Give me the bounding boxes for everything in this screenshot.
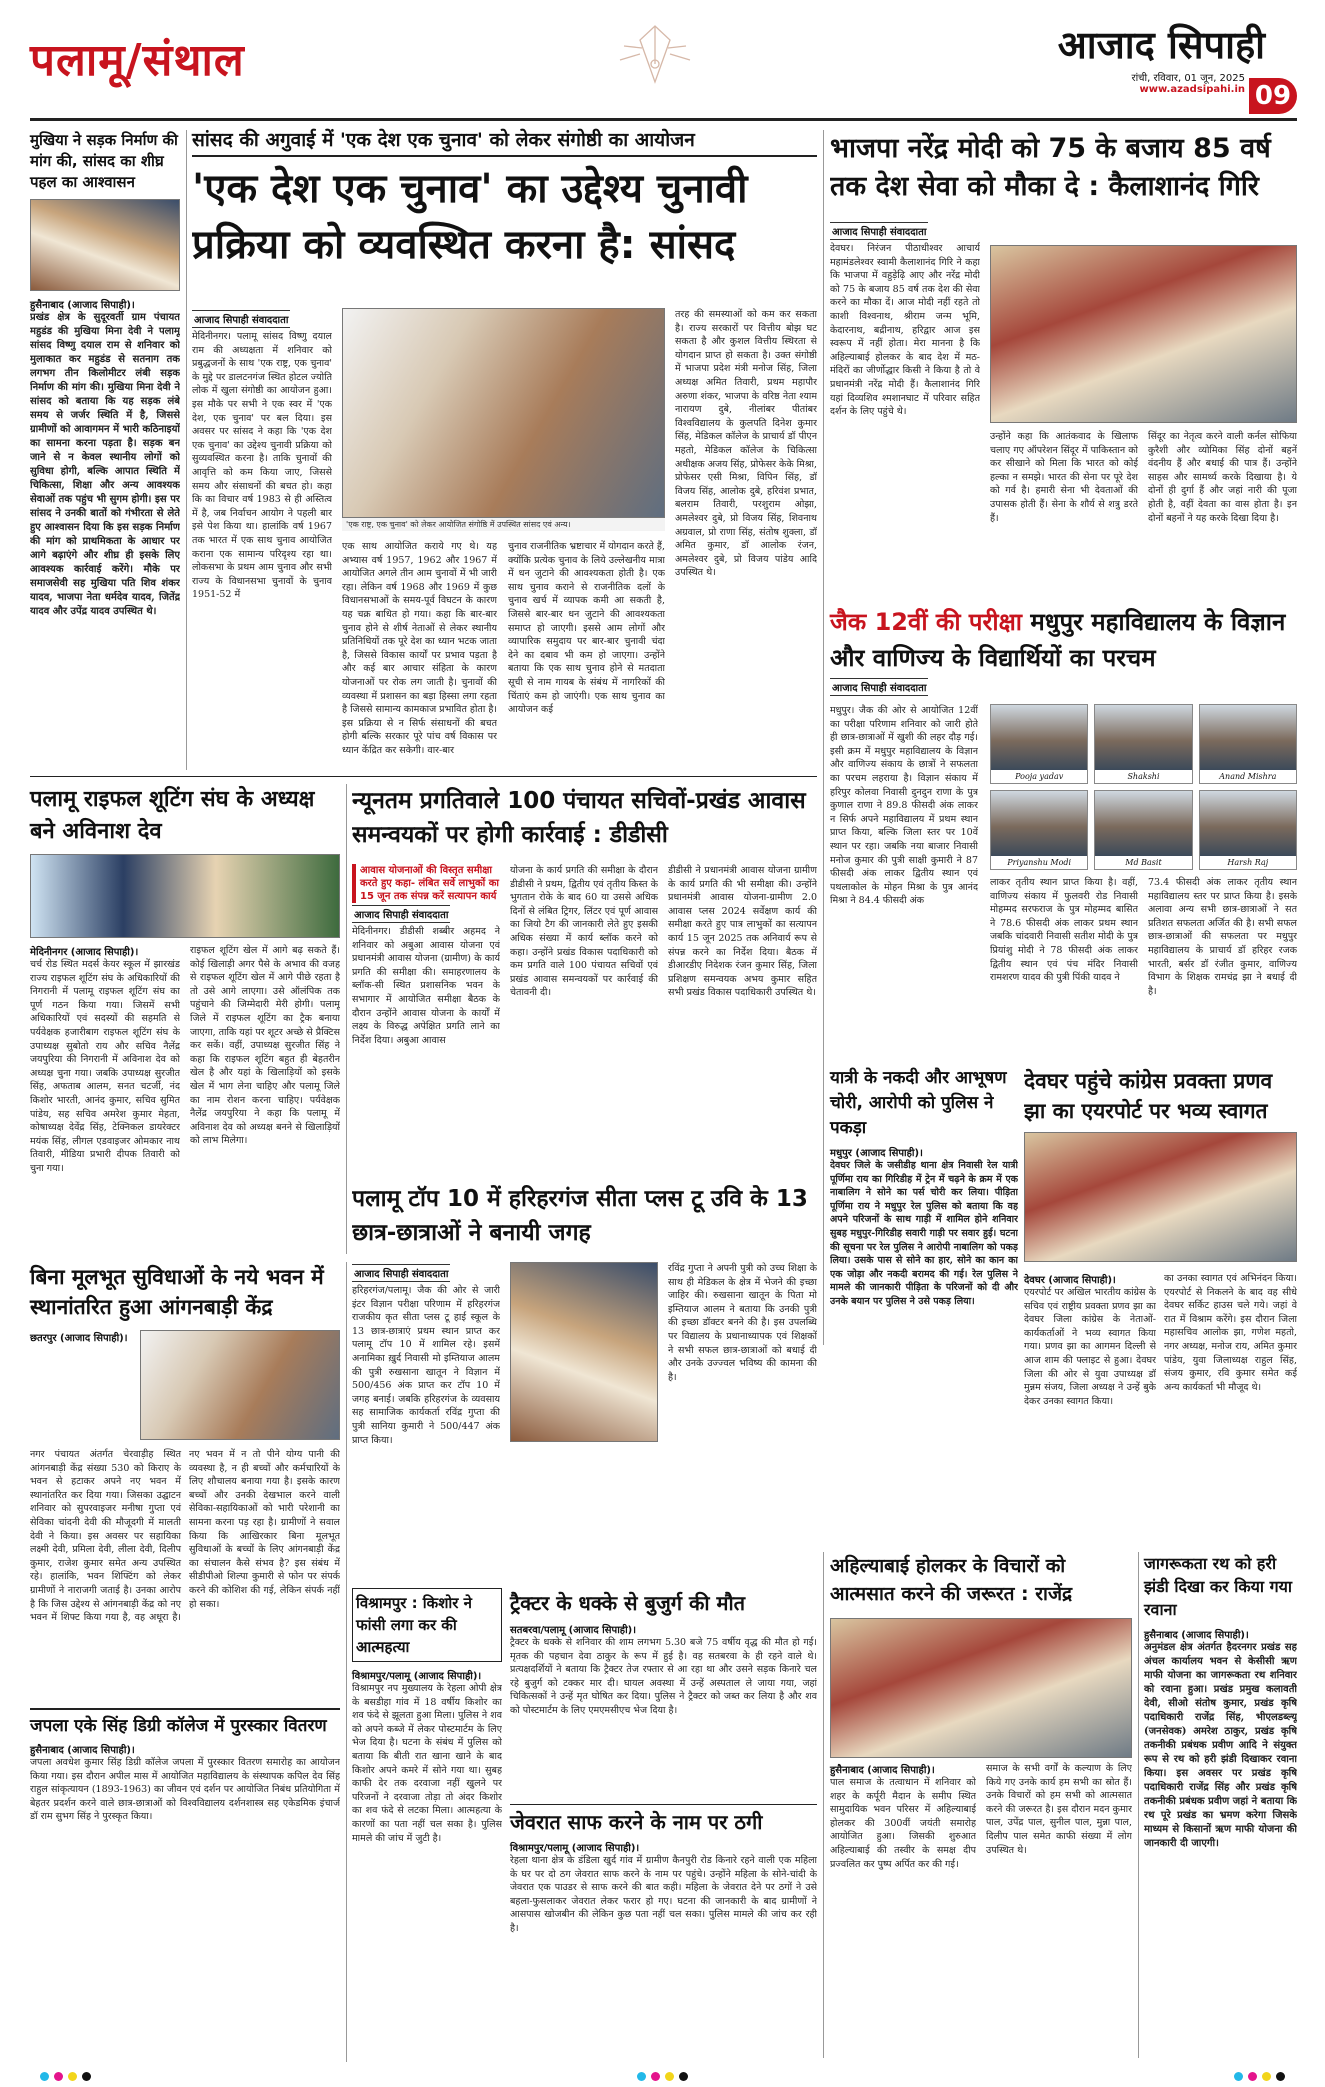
headline: मधुपुर महाविद्यालय के विज्ञान और वाणिज्य के विद्यार्थियों का परचम <box>830 608 1286 672</box>
section-rule <box>30 776 817 777</box>
kicker: जैक 12वीं की परीक्षा <box>830 608 1023 636</box>
page-number: 09 <box>1249 78 1297 114</box>
article-deoghar <box>1024 1066 1297 1546</box>
magenta-dot <box>54 2072 63 2081</box>
footer-registration-marks <box>40 2066 1290 2080</box>
col-2: एक साथ आयोजित कराये गए थे। यह अभ्यास वर्ष 1957, 1962 और 1967 में आयोजित अगले तीन आम चुनावों में भी जारी रहा। लेकिन वर्ष 1968 और 1969 में कुछ विधानसभाओं के समय-पूर्व विघटन के कारण यह चक्र बाधित हो गया। कहा कि बार-बार चुनाव होने से शीर्ष नेताओं से लेकर स्थानीय प्रतिनिधियों तक पूरे देश का ध्यान भटक जाता है, जिससे विकास कार्यों पर प्रभाव पड़ता है और कई बार आचार संहिता के कारण योजनाओं पर रोक लग जाती है। चुनावों की व्यवस्था में प्रशासन का बड़ा हिस्सा लगा रहता है जिससे सामान्य कामकाज प्रभावित होता है। इस प्रक्रिया से न सिर्फ संसाधनों की बचत होगी बल्कि सरकार पूरे पांच वर्ष विकास पर ध्यान केंद्रित कर सकेगी। वार-बार <box>342 541 497 756</box>
col-1 <box>1024 1272 1156 1536</box>
body-text: देवघर। निरंजन पीठाधीश्वर आचार्य महामंडलेश्वर स्वामी कैलाशानंद गिरि ने कहा कि भाजपा में वहुड़ेढ़ि आए और नरेंद्र मोदी को 75 के बजाय 85 वर्ष तक देश की सेवा करने का मौका दें। आज मोदी नहीं रहते तो काशी विश्वनाथ, श्रीराम जन्म भूमि, केदारनाथ, बद्रीनाथ, हरिद्वार आज इस स्वरूप में नहीं होता। मेरा मानना है कि अहिल्याबाई होलकर के बाद देश में मठ-मंदिरों का जीर्णोद्धार किसी ने किया है तो वे प्रधानमंत्री नरेंद्र मोदी हैं। कैलाशानंद गिरि यहां दिव्यशिव श्मशानघाट में परिवार सहित दर्शन के लिए पहुंचे थे। <box>830 243 980 418</box>
body-text: चर्च रोड स्थित मदर्स केयर स्कूल में झारखंड राज्य राइफल शूटिंग संघ के अधिकारियों की निगरानी में पलामू राइफल शूटिंग संघ का पूर्ण गठन किया गया। जिसमें सभी अधिकारियों एवं सदस्यों की सहमति से पर्यवेक्षक हजारीबाग राइफल शूटिंग संघ के उपाध्यक्ष सुबोतो राय और सचिव नैलेंद्र जयपुरिया की निगरानी में अविनाश देव को अध्यक्ष चुना गया। जबकि उपाध्यक्ष सुरजीत सिंह, अफताब आलम, सनत चटर्जी, नंद किशोर भारती, आनंद कुमार, सचिव सुमित पांडेय, सह सचिव अमरेश कुमार मेहता, कोषाध्यक्ष देवेंद्र सिंह, टेक्निकल डायरेक्टर मयंक सिंह, लीगल एडवाइजर ओमकार नाथ तिवारी, मीडिया प्रभारी दीपक तिवारी को चुना गया। <box>30 959 180 1174</box>
magenta-dot <box>1248 2072 1257 2081</box>
student-photo-grid <box>990 704 1297 870</box>
byline: मेदिनीनगर (आजाद सिपाही)। <box>30 947 139 958</box>
col-2: लाकर तृतीय स्थान प्राप्त किया है। वहीं, वाणिज्य संकाय में फुलवरी रोड निवासी मोहम्मद सरफराज के पुत्र मोहम्मद बासित ने 78.6 फीसदी अंक लाकर प्रथम स्थान जबकि चांदवारी निवासी सतीश मोदी के पुत्र प्रियांशु मोदी ने 78 फीसदी अंक लाकर द्वितीय स्थान एवं पंच मंदिर निवासी रामशरण यादव की पुत्री पिंकी यादव ने <box>990 877 1138 984</box>
color-dots-center <box>637 2066 693 2080</box>
column-divider <box>186 130 187 770</box>
col-1 <box>830 220 980 592</box>
headline: भाजपा नरेंद्र मोदी को 75 के बजाय 85 वर्ष तक देश सेवा को मौका दे : कैलाशानंद गिरि <box>830 133 1271 202</box>
article-photo <box>30 199 180 291</box>
article-mukhiya <box>30 130 180 770</box>
headline: देवघर पहुंचे कांग्रेस प्रवक्ता प्रणव झा का एयरपोर्ट पर भव्य स्वागत <box>1024 1069 1273 1123</box>
col-1 <box>830 1762 976 2046</box>
headline: जपला एके सिंह डिग्री कॉलेज में पुरस्कार वितरण <box>30 1708 340 1738</box>
headline-block <box>830 604 1297 676</box>
student-photo: Harsh Raj <box>1199 790 1297 870</box>
headline: जागरूकता रथ को हरी झंडी दिखा कर किया गया रवाना <box>1144 1554 1293 1619</box>
headline: बिना मूलभूत सुविधाओं के नये भवन में स्थानांतरित हुआ आंगनबाड़ी केंद्र <box>30 1265 324 1319</box>
article-jac <box>830 604 1297 1060</box>
col-1 <box>192 308 332 768</box>
byline: आजाद सिपाही संवाददाता <box>352 1264 450 1282</box>
magenta-dot <box>651 2072 660 2081</box>
col-2: समाज के सभी वर्गों के कल्याण के लिए किये गए उनके कार्य हम सभी का स्रोत हैं। उनके विचारों को हम सभी को आत्मसात करने की जरूरत है। इस दौरान मदन कुमार पाल, उपेंद्र पाल, सुनील पाल, मुन्ना पाल, दिलीप पाल समेत काफी संख्या में लोग उपस्थित थे। <box>986 1763 1132 1856</box>
byline: आजाद सिपाही संवाददाता <box>192 310 290 328</box>
color-dots-left <box>40 2066 96 2080</box>
yellow-dot <box>68 2072 77 2081</box>
byline: मधुपुर (आजाद सिपाही)। <box>830 1148 923 1159</box>
col-3: चुनाव राजनीतिक भ्रष्टाचार में योगदान करते हैं, क्योंकि प्रत्येक चुनाव के लिये उल्लेखनीय मात्रा में धन जुटाने की आवश्यकता होती है। एक साथ चुनाव कराने से राजनीतिक दलों के चुनाव खर्च में व्यापक कमी आ सकती है, जिससे बार-बार धन जुटाने की आवश्यकता समाप्त हो जाएगी। इससे आम लोगों और व्यापारिक समुदाय पर बार-बार चुनावी चंदा देने का दबाव भी कम हो जाएगा। उन्होंने बताया कि एक साथ चुनाव होने से मतदाता सूची से नाम गायब के संबंध में नागरिकों की चिंताएं कम हो जाएंगी। एक साथ चुनाव का आयोजन कई <box>508 541 665 716</box>
article-japla <box>30 1708 340 2058</box>
body-text: प्रखंड क्षेत्र के सुदूरवर्ती ग्राम पंचायत महुडंड की मुखिया मिना देवी ने पलामू सांसद विष्णु दयाल राम से शनिवार को मुलाकात कर महुडंड से सतनाग तक लगभग तीन किलोमीटर लंबी सड़क निर्माण की मांग की। मुखिया मिना देवी ने सांसद को बताया कि यह सड़क लंबे समय से जर्जर स्थिति में है, जिससे ग्रामीणों को आवागमन में भारी कठिनाइयों का सामना करना पड़ता है। सड़क बन जाने से न केवल स्थानीय लोगों को सुविधा होगी, बल्कि आपात स्थिति में चिकित्सा, शिक्षा और अन्य आवश्यक सेवाओं तक पहुंच भी सुगम होगी। इस पर सांसद ने उनकी बातों को गंभीरता से लेते हुए आश्वासन दिया कि इस सड़क निर्माण की मांग को प्राथमिकता के आधार पर आगे बढ़ाएंगे और शीघ्र ही इसके लिए आवश्यक कार्रवाई करेंगे। मौके पर समाजसेवी सह मुखिया पति शिव शंकर यादव, भाजपा नेता धर्मदेव यादव, जितेंद्र यादव और उपेंद्र यादव उपस्थित थे। <box>30 312 180 617</box>
article-tractor <box>510 1588 817 1798</box>
body-text: एयरपोर्ट पर अखिल भारतीय कांग्रेस के सचिव एवं राष्ट्रीय प्रवक्ता प्रणव झा का देवघर जिला कांग्रेस के नेताओं-कार्यकर्ताओं ने भव्य स्वागत किया गया। प्रणव झा का आगमन दिल्ली से आज शाम की फ्लाइट से हुआ। देवघर जिला की ओर से युवा उपाध्यक्ष डॉ मुन्नम संजय, जिला अध्यक्ष ने उन्हें बुके देकर उनका स्वागत किया। <box>1024 1287 1156 1407</box>
byline: आजाद सिपाही संवाददाता <box>352 905 450 923</box>
col-1 <box>352 864 500 1130</box>
col-1: मधुपुर। जैक की ओर से आयोजित 12वीं का परीक्षा परिणाम शनिवार को जारी होते ही छात्र-छात्राओं में खुशी की लहर दौड़ गई। इसी क्रम में मधुपुर महाविद्यालय के विज्ञान और वाणिज्य संकाय के छात्रों ने सफलता का परचम लहराया है। विज्ञान संकाय में हरिपुर कोलवा निवासी दुनदुन राणा के पुत्र कुणाल राणा ने 89.8 फीसदी अंक लाकर न सिर्फ अपने महाविद्यालय में प्रथम स्थान प्राप्त किया, बल्कि जिला स्तर पर 10वें स्थान पर रहा। जबकि नया बाजार निवासी मनोज कुमार की पुत्री साक्षी कुमारी ने 87 फीसदी अंक लाकर द्वितीय स्थान एवं पथलाकोल के मोहन मिश्रा के पुत्र आनंद मिश्रा ने 84.4 फीसदी अंक <box>830 705 978 907</box>
col-3: 73.4 फीसदी अंक लाकर तृतीय स्थान महाविद्यालय स्तर पर प्राप्त किया है। इसके अलावा अन्य सभी छात्र-छात्राओं ने सत प्रतिशत सफलता अर्जित की है। सभी सफल छात्र-छात्राओं की सफलता पर मधुपुर महाविद्यालय के प्राचार्य डॉ हरिहर रजक भारती, बर्सर डॉ रंजीत कुमार, वाणिज्य विभाग के शिक्षक रामचंद्र झा ने बधाई दी है। <box>1148 877 1297 997</box>
article-panchayat <box>352 784 817 1174</box>
yellow-dot <box>1262 2072 1271 2081</box>
masthead <box>0 0 1325 124</box>
col-2: का उनका स्वागत एवं अभिनंदन किया। एयरपोर्ट से निकलने के बाद वह सीधे देवघर सर्किट हाउस चले गये। जहां वे रात में विश्राम करेंगे। इस दौरान जिला महासचिव आलोक झा, गणेश महतो, नगर अध्यक्ष, मनोज राय, अमित कुमार पांडेय, युवा जिलाध्यक्ष राहुल सिंह, संजय कुमार, रवि कुमार समेत कई अन्य कार्यकर्ता भी मौजूद थे। <box>1164 1273 1297 1393</box>
website: www.azadsipahi.in <box>1139 84 1245 95</box>
col-2: राइफल शूटिंग खेल में आगे बढ़ सकते हैं। कोई खिलाड़ी अगर पैसे के अभाव की वजह से राइफल शूटिंग खेल में आगे पीछे रहता है तो उसे आगे लाएगा। उसे ऑलंपिक तक पहुंचाने की जिम्मेदारी मेरी होगी। पलामू जिले में राइफल शूटिंग का ट्रैक बनाया जाएगा, ताकि यहां पर शूटर अच्छे से प्रैक्टिस कर सकें। वहीं, उपाध्यक्ष सुरजीत सिंह ने कहा कि राइफल शूटिंग बहुत ही बेहतरीन खेल है और यहां के खिलाड़ियों को इसके खेल में भाग लेना चाहिए और पलामू जिले का नाम रोशन करना चाहिए। पर्यवेक्षक नैलेंद्र जयपुरिया ने कहा कि पलामू में अविनाश देव को अध्यक्ष बनने से खिलाड़ियों को लाभ मिलेगा। <box>190 945 340 1147</box>
article-vishrampur <box>352 1588 502 2058</box>
body-text: देवघर जिले के जसीडीह थाना क्षेत्र निवासी रेल यात्री पूर्णिमा राय का गिरिडीह में ट्रेन में चढ़ने के क्रम में एक नाबालिग ने सोने का पर्स चोरी कर लिया। पीड़िता पूर्णिमा राय ने मधुपुर रेल पुलिस को बताया कि वह अपने परिजनों के साथ गाड़ी में शामिल होने शनिवार सुबह मधुपुर-गिरिडीह सवारी गाड़ी पर सवार हुई। घटना की सूचना पर रेल पुलिस ने आरोपी नाबालिग को पकड़ लिया। उसके पास से सोने का हार, सोने का कान का एक जोड़ा और नकदी बरामद की गई। रेल पुलिस ने मामले की जानकारी पीड़िता के परिजनों को दी और उनके बयान पर पुलिस ने उसे पकड़ लिया। <box>830 1160 1018 1307</box>
byline: हुसैनाबाद (आजाद सिपाही)। <box>30 300 135 311</box>
headline: विश्रामपुर : किशोर ने फांसी लगा कर की आत्महत्या <box>352 1588 502 1662</box>
paper-name: आजाद सिपाही <box>1057 23 1265 67</box>
body-text: रेहला थाना क्षेत्र के डंडिला खुर्द गांव में ग्रामीण कैनपुरी रोड किनारे रहने वाली एक महिला के घर पर दो ठग जेवरात साफ करने के नाम पर पहुंचे। उन्होंने महिला के सोने-चांदी के जेवरात एक पाउडर से साफ करने की बात कही। महिला के जेवरात देने पर ठगों ने उसे बहला-फुसलाकर जेवरात लेकर फरार हो गए। घटना की जानकारी के बाद ग्रामीणों ने आसपास खोजबीन की लेकिन कुछ पता नहीं चल सका। पुलिस मामले की जांच कर रही है। <box>510 1855 817 1934</box>
col-3: सिंदूर का नेतृत्व करने वाली कर्नल सोफिया कुरैशी और व्योमिका सिंह दोनों बहनें वंदनीय हैं और बधाई की पात्र हैं। उन्होंने साहस और सामर्थ्य करके दिखाया है। ये दोनों ही दुर्गा हैं और जहां नारी की पूजा होती है, वहीं देवता का वास होता है। इन दोनों बहनों ने यह करके दिखा दिया है। <box>1148 431 1297 524</box>
article-photo <box>990 245 1297 423</box>
section-title: पलामू/संथाल <box>30 35 245 86</box>
byline: आजाद सिपाही संवाददाता <box>830 678 928 696</box>
body-text: ट्रैक्टर के धक्के से शनिवार की शाम लगभग 5.30 बजे 75 वर्षीय वृद्ध की मौत हो गई। मृतक की पहचान देवा ठाकुर के रूप में हुई है। वह सतबरवा के ही रहने वाले थे। प्रत्यक्षदर्शियों ने बताया कि ट्रैक्टर तेज रफ्तार से आ रहा था और उसने सड़क किनारे चल रहे बुजुर्ग को टक्कर मार दी। घायल अवस्था में उन्हें अस्पताल ले जाया गया, जहां चिकित्सकों ने उन्हें मृत घोषित कर दिया। पुलिस ने ट्रैक्टर को जब्त कर लिया है और शव को पोस्टमार्टम के लिए एमएमसीएच भेज दिया है। <box>510 1637 817 1716</box>
article-ahilya <box>830 1552 1132 2058</box>
byline: सतबरवा/पलामू (आजाद सिपाही)। <box>510 1625 637 1636</box>
cyan-dot <box>40 2072 49 2081</box>
body-text: विश्रामपुर नप मुख्यालय के रेहला ओपी क्षेत्र के बसडीहा गांव में 18 वर्षीय किशोर का शव फंदे से झूलता हुआ मिला। पुलिस ने शव को अपने कब्जे में लेकर पोस्टमार्टम के लिए भेज दिया है। घटना के संबंध में पुलिस को बताया कि बीती रात खाना खाने के बाद किशोर अपने कमरे में सोने गया था। सुबह काफी देर तक दरवाजा नहीं खुलने पर परिजनों ने दरवाजा तोड़ा तो अंदर किशोर का शव फंदे से लटका मिला। आत्महत्या के कारणों का पता नहीं चल सका है। पुलिस मामले की जांच में जुटी है। <box>352 1683 502 1844</box>
byline: हुसैनाबाद (आजाद सिपाही)। <box>30 1745 135 1756</box>
body-text: अनुमंडल क्षेत्र अंतर्गत हैदरनगर प्रखंड सह अंचल कार्यालय भवन से केसीसी ऋण माफी योजना का जागरूकता रथ शनिवार को रवाना हुआ। प्रखंड प्रमुख कलावती देवी, सीओ संतोष कुमार, प्रखंड कृषि पदाधिकारी राजेंद्र सिंह, भीएलडब्ल्यू (जनसेवक) अमरेश ठाकुर, प्रखंड कृषि तकनीकी प्रबंधक प्रवीण आदि ने संयुक्त रूप से रथ को हरी झंडी दिखाकर रवाना किया। इस अवसर पर प्रखंड कृषि पदाधिकारी राजेंद्र सिंह और प्रखंड कृषि तकनीकी प्रबंधक प्रवीण जहां ने बताया कि रथ पूरे प्रखंड का भ्रमण करेगा जिसके माध्यम से किसानों ऋण माफी योजना की जानकारी दी जाएगी। <box>1144 1642 1297 1849</box>
yellow-dot <box>665 2072 674 2081</box>
headline: ट्रैक्टर के धक्के से बुजुर्ग की मौत <box>510 1591 746 1615</box>
col-2: उन्होंने कहा कि आतंकवाद के खिलाफ चलाए गए ऑपरेशन सिंदूर में पाकिस्तान को कर सीखाने को मिला कि भारत को कोई हल्का न समझे। भारत की सेना पर पूरे देश को गर्व है। हमारी सेना भी देवताओं की उपासक होती हैं। सेना के शौर्य से शत्रु डरते हैं। <box>990 431 1138 524</box>
lead-photo <box>342 308 665 538</box>
article-photo <box>830 1618 1132 1758</box>
headline: अहिल्याबाई होलकर के विचारों को आत्मसात करने की जरूरत : राजेंद्र <box>830 1555 1073 1605</box>
article-photo <box>342 308 665 518</box>
column-divider <box>346 1262 347 2062</box>
body-text: मेदिनीनगर। डीडीसी शब्बीर अहमद ने शनिवार को अबुआ आवास योजना एवं प्रधानमंत्री आवास योजना (ग्रामीण) के कार्य प्रगति की समीक्षा की। समाहरणालय के ब्लॉक-सी स्थित प्रशासनिक भवन के सभागार में आयोजित समीक्षा बैठक के दौरान उन्होंने आवास योजना के कार्यों में लक्ष्य के विरुद्ध अपेक्षित प्रगति लाने का निर्देश दिया। अबुआ आवास <box>352 926 500 1046</box>
cyan-dot <box>1234 2072 1243 2081</box>
black-dot <box>679 2072 688 2081</box>
article-lead <box>192 130 817 770</box>
body-text: जपला अवधेश कुमार सिंह डिग्री कॉलेज जपला में पुरस्कार वितरण समारोह का आयोजन किया गया। इस दौरान अपील मास में आयोजित महाविद्यालय के संस्थापक कपिल देव सिंह राहुल सांकृत्यायन (1893-1963) का जीवन एवं दर्शन पर आयोजित निबंध प्रतियोगिता में बेहतर प्रदर्शन करने वाले छात्र-छात्राओं को विश्वविद्यालय दर्शनशास्त्र सह एकेडमिक इंचार्ज डॉ राम सुभग सिंह ने पुरस्कृत किया। <box>30 1757 340 1823</box>
cyan-dot <box>637 2072 646 2081</box>
column-divider <box>823 130 824 1345</box>
body <box>30 1330 132 1344</box>
col-2: रविंद्र गुप्ता ने अपनी पुत्री को उच्च शिक्षा के साथ ही मेडिकल के क्षेत्र में भेजने की इच्छा जाहिर की। रुखसाना खातून के पिता मो इम्तियाज आलम ने बताया कि उनकी पुत्री की इच्छा डॉक्टर बनने की है। इस उपलब्धि पर विद्यालय के प्रधानाध्यापक एवं शिक्षकों ने सभी सफल छात्र-छात्राओं को बधाई दी और उनके उज्ज्वल भविष्य की कामना की है। <box>668 1263 817 1383</box>
article-anganwadi <box>30 1262 340 1702</box>
col-2: योजना के कार्य प्रगति की समीक्षा के दौरान डीडीसी ने प्रथम, द्वितीय एवं तृतीय किस्त के भुगतान रोके के बाद 60 या उससे अधिक दिनों से लंबित ट्रिगर, लिंटर एवं पूर्ण आवास का जियो टैग की जानकारी लेते हुए इसकी अधिक संख्या में कार्य ब्लॉक करने को कहा। उन्होंने प्रखंड विकास पदाधिकारी को कम प्रगति वाले 100 पंचायत सचिवों एवं प्रखंड आवास समन्वयकों पर कार्रवाई की चेतावनी दी। <box>510 865 658 999</box>
student-photo: Md Basit <box>1094 790 1192 870</box>
black-dot <box>1276 2072 1285 2081</box>
byline: विश्रामपुर/पलामू (आजाद सिपाही)। <box>510 1843 640 1854</box>
col-4: तरह की समस्याओं को कम कर सकता है। राज्य सरकारों पर वित्तीय बोझ घट सकता है और कुशल वित्तीय स्थिरता से योगदान प्राप्त हो सकता है। उक्त संगोष्ठी में भाजपा प्रदेश मंत्री मनोज सिंह, जिला अध्यक्ष अमित तिवारी, प्रथम महापौर अरुणा शंकर, भाजपा के वरिष्ठ नेता श्याम नारायण दुबे, नीलांबर पीतांबर विश्वविद्यालय के कुलपति दिनेश कुमार सिंह, मेडिकल कॉलेज के प्राचार्य डॉ पीएन महतो, मेडिकल कॉलेज के चिकित्सा अधीक्षक अजय सिंह, प्रोफेसर केके मिश्रा, प्रोफेसर एसी मिश्रा, विपिन सिंह, डॉ विजय सिंह, आलोक दुबे, हरिवंश प्रभात, बलराम तिवारी, परशुराम ओझा, अमलेश्वर दुबे, प्रो विजय सिंह, शिवनाथ अग्रवाल, प्रो राणा सिंह, संतोष शुक्ला, डॉ अमित कुमार, डॉ आलोक रंजन, अमलेश्वर दुबे, प्रो विजय पांडेय आदि उपस्थित थे। <box>675 309 817 579</box>
headline: न्यूनतम प्रगतिवाले 100 पंचायत सचिवों-प्रखंड आवास समन्वयकों पर होगी कार्रवाई : डीडीसी <box>352 788 806 848</box>
photo-caption: 'एक राष्ट्र, एक चुनाव' को लेकर आयोजित संगोष्ठि में उपस्थित सांसद एवं अन्य। <box>342 518 665 531</box>
body-text: पाल समाज के तत्वाधान में शनिवार को शहर के कर्पूरी मैदान के समीप स्थित सामुदायिक भवन परिसर में अहिल्याबाई होलकर की 300वीं जयंती समारोह आयोजित हुआ। जिसकी शुरुआत अहिल्याबाई की तस्वीर के समक्ष दीप प्रज्वलित कर पुष्प अर्पित कर की गई। <box>830 1777 976 1870</box>
headline: यात्री के नकदी और आभूषण चोरी, आरोपी को पुलिस ने पकड़ा <box>830 1068 1007 1138</box>
byline: आजाद सिपाही संवाददाता <box>830 222 928 240</box>
kicker: सांसद की अगुवाई में 'एक देश एक चुनाव' को लेकर संगोष्ठी का आयोजन <box>192 130 817 157</box>
headline: पलामू राइफल शूटिंग संघ के अध्यक्ष बने अविनाश देव <box>30 787 315 844</box>
headline: 'एक देश एक चुनाव' का उद्देश्य चुनावी प्रक्रिया को व्यवस्थित करना है: सांसद <box>192 165 748 268</box>
byline: देवघर (आजाद सिपाही)। <box>1024 1275 1116 1286</box>
pen-nib-logo <box>610 20 700 90</box>
column-divider <box>823 1552 824 2058</box>
article-topten <box>352 1182 817 1582</box>
student-photo: Anand Mishra <box>1199 704 1297 784</box>
body-text: हरिहरगंज/पलामू। जैक की ओर से जारी इंटर विज्ञान परीक्षा परिणाम में हरिहरगंज राजकीय कृत सीता प्लस टू हाई स्कूल के 13 छात्र-छात्राएं प्रथम स्थान प्राप्त कर पलामू टॉप 10 में शामिल रहे। इसमें अनामिका ख़ुर्द निवासी मो इम्तियाज आलम की पुत्री रुखसाना खातून ने विज्ञान में 500/456 अंक प्राप्त कर टॉप 10 में जगह बनाई। जबकि हरिहरगंज के व्यवसाय सह सामाजिक कार्यकर्ता रविंद्र गुप्ता की पुत्री सानिया कुमारी ने 500/447 अंक प्राप्त किया। <box>352 1285 500 1446</box>
col-1 <box>352 1262 500 1564</box>
byline: हुसैनाबाद (आजाद सिपाही)। <box>830 1765 935 1776</box>
col-1 <box>30 944 180 1254</box>
headline: पलामू टॉप 10 में हरिहरगंज सीता प्लस टू उवि के 13 छात्र-छात्राओं ने बनायी जगह <box>352 1186 808 1246</box>
article-theft <box>830 1066 1018 1546</box>
column-divider <box>1138 1552 1139 2058</box>
article-photo <box>140 1330 340 1440</box>
byline: छतरपुर (आजाद सिपाही)। <box>30 1333 128 1344</box>
headline: मुखिया ने सड़क निर्माण की मांग की, सांसद का शीघ्र पहल का आश्वासन <box>30 131 178 191</box>
article-jagrukta <box>1144 1552 1297 2058</box>
col-3: डीडीसी ने प्रधानमंत्री आवास योजना ग्रामीण के कार्य प्रगति की भी समीक्षा की। उन्होंने प्रधानमंत्री आवास योजना-ग्रामीण 2.0 आवास प्लस 2024 सर्वेक्षण कार्य की समीक्षा करते हुए पात्र लाभुकों का सत्यापन कार्य 15 जून 2025 तक अनिवार्य रूप से संपन्न करने का निर्देश दिया। बैठक में डीआरडीए निदेशक रंजन कुमार सिंह, जिला प्रशिक्षण समन्वयक अभय कुमार सहित सभी प्रखंड विकास पदाधिकारी उपस्थित थे। <box>668 865 817 999</box>
student-photo: Pooja yadav <box>990 704 1088 784</box>
byline: हुसैनाबाद (आजाद सिपाही)। <box>1144 1630 1249 1641</box>
body-text: मेदिनीनगर। पलामू सांसद विष्णु दयाल राम की अध्यक्षता में शनिवार को प्रबुद्धजनों के साथ 'एक राष्ट्र, एक चुनाव' के मुद्दे पर डालटनगंज स्थित होटल ज्योति लोक में खुला संगोष्ठी का आयोजन हुआ। इस मौके पर सभी ने एक स्वर में 'एक देश, एक चुनाव' पर बल दिया। इस अवसर पर सांसद ने कहा कि 'एक देश एक चुनाव' का उद्देश्य चुनावी प्रक्रिया को सुव्यवस्थित करना है। ताकि चुनावों की आवृत्ति को कम किया जाए, जिससे समय और संसाधनों की बचत हो। कहा कि का विचार वर्ष 1983 से ही अस्तित्व में है, जब निर्वाचन आयोग ने पहली बार इसे पेश किया था। हालांकि वर्ष 1967 तक भारत में एक साथ चुनाव आयोजित कराना एक सामान्य परिदृश्य रहा था। लोकसभा के प्रथम आम चुनाव और सभी राज्य के विधानसभा चुनावों के चुनाव 1951-52 में <box>192 331 332 601</box>
body-text: नगर पंचायत अंतर्गत चेरवाड़ीह स्थित आंगनबाड़ी केंद्र संख्या 530 को किराए के भवन से हटाकर अपने नए भवन में स्थानांतरित कर दिया गया। जिसका उद्घाटन शनिवार को सुपरवाइजर मनीषा गुप्ता एवं सेविका चांदनी देवी की मौजूदगी में मालती देवी ने किया। इस अवसर पर सहायिका लक्ष्मी देवी, प्रमिला देवी, लीला देवी, दिलीप कुमार, राजेश कुमार समेत अन्य उपस्थित रहे। हालांकि, भवन शिफ्टिंग को लेकर ग्रामीणों ने नाराजगी जताई है। उनका आरोप है कि जिस उद्देश्य से आंगनबाड़ी केंद्र को नए भवन में शिफ्ट किया गया है, वह अधूरा है। नए भवन में न तो पीने योग्य पानी की व्यवस्था है, न ही बच्चों और कर्मचारियों के लिए शौचालय बनाया गया है। इसके कारण बच्चों और उनकी देखभाल करने वाली सेविका-सहायिकाओं को भारी परेशानी का सामना करना पड़ रहा है। ग्रामीणों ने सवाल किया कि आखिरकार बिना मूलभूत सुविधाओं के बच्चों के लिए आंगनबाड़ी केंद्र का संचालन कैसे संभव है? इस संबंध में सीडीपीओ शिल्पा कुमारी से फोन पर संपर्क करने की कोशिश की गई, लेकिन संपर्क नहीं हो सका। <box>30 1449 340 1624</box>
byline: विश्रामपुर/पलामू (आजाद सिपाही)। <box>352 1671 482 1682</box>
black-dot <box>82 2072 91 2081</box>
student-photo: Priyanshu Modi <box>990 790 1088 870</box>
article-photo <box>30 854 340 938</box>
student-photo: Shakshi <box>1094 704 1192 784</box>
article-kailash <box>830 130 1297 598</box>
article-photo <box>510 1262 658 1442</box>
dateline: रांची, रविवार, 01 जून, 2025 <box>1131 73 1245 84</box>
color-dots-right <box>1234 2066 1290 2080</box>
article-photo <box>1024 1132 1297 1262</box>
article-rifle <box>30 784 340 1254</box>
masthead-rule <box>30 118 1297 121</box>
article-jewellery <box>510 1804 817 2058</box>
column-divider <box>346 784 347 1254</box>
headline: जेवरात साफ करने के नाम पर ठगी <box>510 1804 817 1836</box>
pull-quote: आवास योजनाओं की विस्तृत समीक्षा करते हुए कहा- लंबित सर्वे लाभुकों का 15 जून तक संपन्न करें सत्यापन कार्य <box>352 864 500 903</box>
